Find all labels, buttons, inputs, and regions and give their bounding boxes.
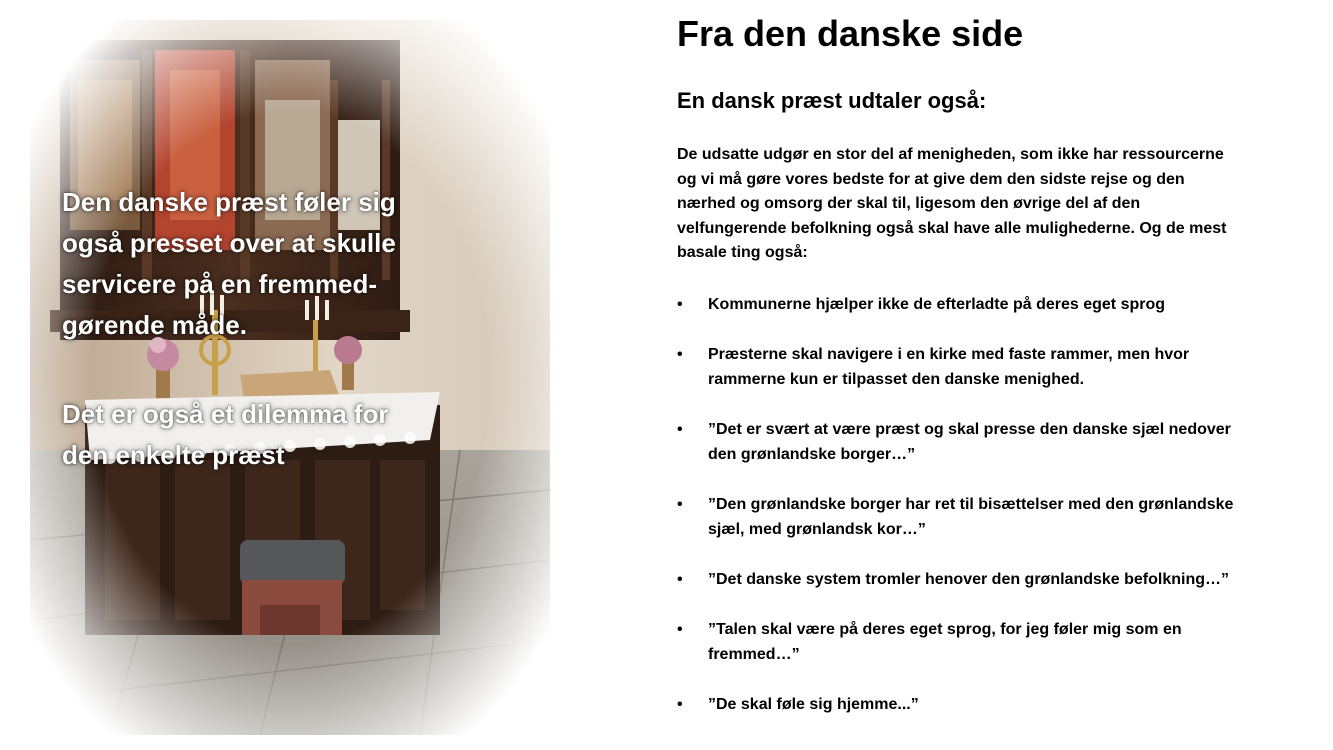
bullet-text <box>708 292 1328 317</box>
caption-line: Den danske præst føler sig <box>62 187 396 217</box>
bullet-line: ”Det danske system tromler henover den grønlandske befolkning…” <box>708 571 1230 588</box>
bullet-icon: • <box>677 571 683 588</box>
bullet-icon: • <box>677 346 683 363</box>
bullet-icon: • <box>677 621 683 638</box>
slide-title: Fra den danske side <box>677 13 1024 54</box>
caption-line: gørende måde. <box>62 310 247 340</box>
photo-caption-paragraph-1 <box>62 182 482 346</box>
caption-line: Det er også et dilemma for <box>62 399 389 429</box>
bullet-icon: • <box>677 696 683 713</box>
bullet-line: Kommunerne hjælper ikke de efterladte på deres eget sprog <box>708 296 1166 313</box>
bullet-icon: • <box>677 421 683 438</box>
intro-line: De udsatte udgør en stor del af menigheden, som ikke har ressourcerne <box>677 146 1224 163</box>
bullet-line: den grønlandske borger…” <box>708 446 916 463</box>
bullet-line: sjæl, med grønlandsk kor…” <box>708 521 926 538</box>
bullet-line: rammerne kun er tilpasset den danske menighed. <box>708 371 1085 388</box>
bullet-icon: • <box>677 296 683 313</box>
bullet-text <box>708 492 1328 542</box>
photo-caption-paragraph-2 <box>62 394 482 476</box>
bullet-text <box>708 342 1328 392</box>
bullet-line: ”Den grønlandske borger har ret til bisættelser med den grønlandske <box>708 496 1234 513</box>
intro-line: basale ting også: <box>677 244 808 261</box>
bullet-text <box>708 617 1328 667</box>
bullet-text <box>708 692 1328 717</box>
caption-line: den enkelte præst <box>62 440 285 470</box>
slide-subtitle: En dansk præst udtaler også: <box>677 88 987 113</box>
bullet-line: Præsterne skal navigere i en kirke med faste rammer, men hvor <box>708 346 1190 363</box>
bullet-text <box>708 417 1328 467</box>
intro-line: og vi må gøre vores bedste for at give dem den sidste rejse og den <box>677 170 1185 188</box>
bullet-line: fremmed…” <box>708 646 800 663</box>
altar-photo <box>30 20 550 735</box>
intro-line: nærhed og omsorg der skal til, ligesom den øvrige del af den <box>677 195 1141 212</box>
intro-paragraph <box>677 143 1317 266</box>
bullet-text <box>708 567 1328 592</box>
altar-illustration <box>30 20 550 735</box>
bullet-line: ”De skal føle sig hjemme...” <box>708 696 919 713</box>
bullet-icon: • <box>677 496 683 513</box>
caption-line: også presset over at skulle <box>62 228 396 258</box>
caption-line: servicere på en fremmed- <box>62 269 378 299</box>
bullet-line: ”Det er svært at være præst og skal presse den danske sjæl nedover <box>708 421 1231 438</box>
bullet-line: ”Talen skal være på deres eget sprog, for jeg føler mig som en <box>708 621 1182 638</box>
intro-line: velfungerende befolkning også skal have alle mulighederne. Og de mest <box>677 219 1227 237</box>
